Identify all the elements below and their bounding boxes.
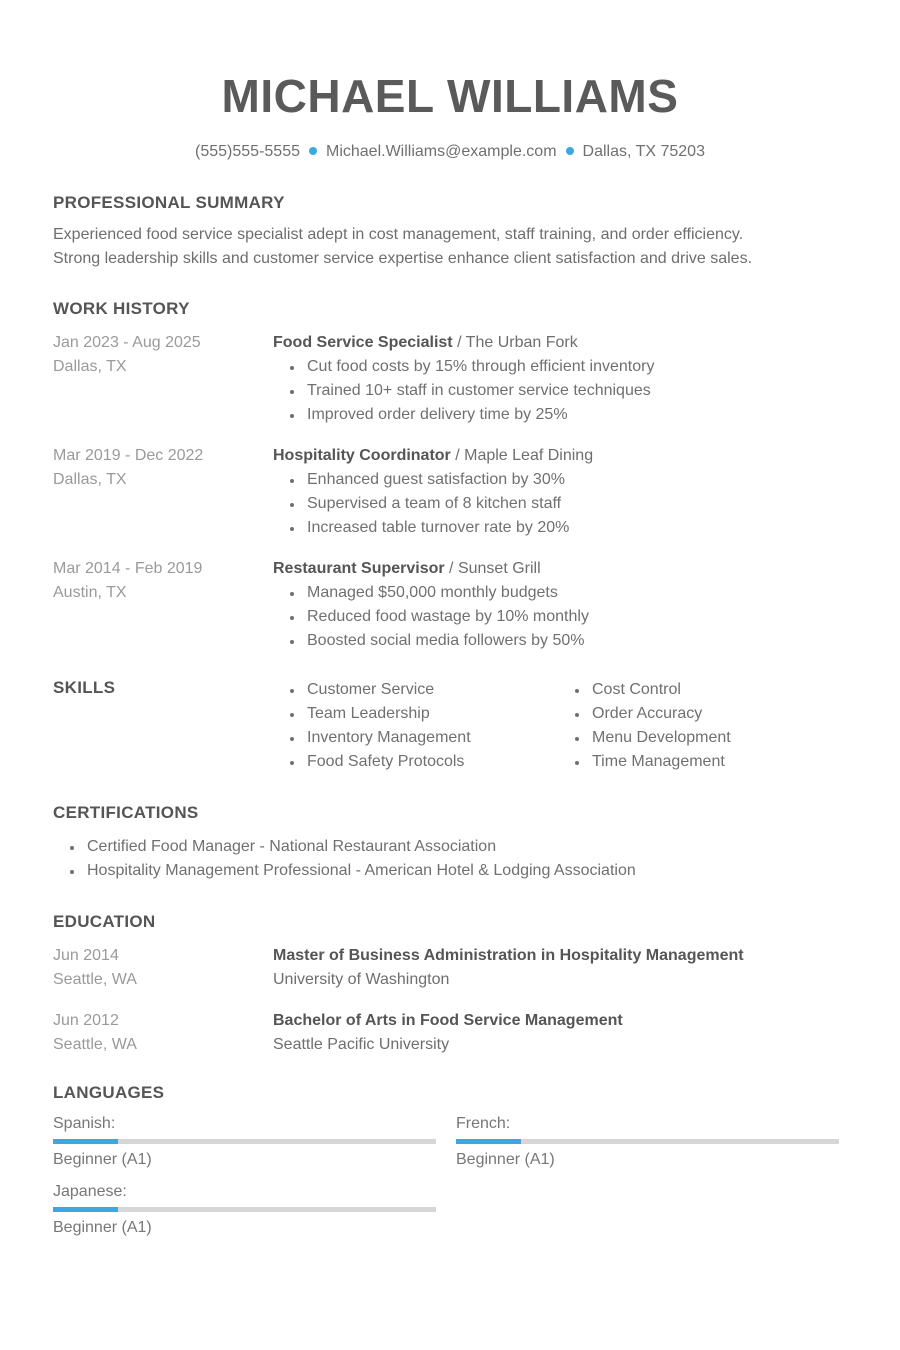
skill-item: Order Accuracy [572,702,838,726]
job-details [273,557,847,653]
language-proficiency-fill [53,1207,118,1212]
language-entry [456,1114,839,1172]
job-company: / Maple Leaf Dining [450,447,594,464]
skills-heading: SKILLS [53,678,116,697]
job-bullet: Cut food costs by 15% through efficient inventory [287,355,847,379]
certification-item: Certified Food Manager - National Restaurant Association [67,835,847,859]
job-location: Austin, TX [53,584,127,601]
skill-item: Food Safety Protocols [287,750,558,774]
work-history-heading: WORK HISTORY [53,299,190,318]
education-entry [53,1009,847,1057]
certification-item: Hospitality Management Professional - American Hotel & Lodging Association [67,859,847,883]
language-proficiency-bar [53,1139,436,1144]
skills-section [53,678,847,774]
language-level: Beginner (A1) [53,1219,152,1236]
job-bullets [273,581,847,653]
job-role: Restaurant Supervisor [273,560,445,577]
education-date: Jun 2014 [53,947,119,964]
job-meta [53,331,273,427]
language-name: French: [456,1115,511,1132]
summary-text [53,223,847,271]
job-bullet: Supervised a team of 8 kitchen staff [287,492,847,516]
language-proficiency-fill [456,1139,521,1144]
certifications-list [53,835,847,883]
education-details [273,1009,847,1057]
job-details [273,331,847,427]
language-proficiency-bar [53,1207,436,1212]
skill-item: Customer Service [287,678,558,702]
summary-line: Strong leadership skills and customer service expertise enhance client satisfaction and drive sales. [53,250,753,267]
job-bullet: Boosted social media followers by 50% [287,629,847,653]
job-bullet: Managed $50,000 monthly budgets [287,581,847,605]
job-bullets [273,468,847,540]
education-location: Seattle, WA [53,971,137,988]
language-name: Japanese: [53,1183,127,1200]
language-entry [53,1182,436,1240]
degree: Bachelor of Arts in Food Service Management [273,1012,623,1029]
education-details [273,944,847,992]
phone: (555)555-5555 [195,143,300,160]
school: Seattle Pacific University [273,1036,450,1053]
job-bullets [273,355,847,427]
job-details [273,444,847,540]
language-proficiency-fill [53,1139,118,1144]
job-role: Hospitality Coordinator [273,447,451,464]
job-company: / The Urban Fork [452,334,578,351]
languages-heading: LANGUAGES [53,1083,165,1102]
job-entry [53,331,847,427]
job-meta [53,557,273,653]
job-entry [53,557,847,653]
job-bullet: Trained 10+ staff in customer service techniques [287,379,847,403]
summary-line: Experienced food service specialist adept in cost management, staff training, and order efficiency. [53,226,744,243]
skill-item: Menu Development [572,726,838,750]
skills-list [558,678,838,774]
language-level: Beginner (A1) [456,1151,555,1168]
summary-heading: PROFESSIONAL SUMMARY [53,193,285,212]
job-location: Dallas, TX [53,358,127,375]
job-header [273,444,847,468]
skill-item: Team Leadership [287,702,558,726]
job-bullet: Improved order delivery time by 25% [287,403,847,427]
education-entry [53,944,847,992]
languages-grid [53,1114,843,1250]
job-header [273,331,847,355]
education-meta [53,944,273,992]
education-location: Seattle, WA [53,1036,137,1053]
separator-dot-icon [566,147,574,155]
separator-dot-icon [309,147,317,155]
job-header [273,557,847,581]
skill-item: Time Management [572,750,838,774]
job-meta [53,444,273,540]
job-entry [53,444,847,540]
job-dates: Mar 2014 - Feb 2019 [53,560,203,577]
language-name: Spanish: [53,1115,116,1132]
education-date: Jun 2012 [53,1012,119,1029]
skills-list [273,678,558,774]
skills-columns [273,678,847,774]
education-meta [53,1009,273,1057]
education-heading: EDUCATION [53,912,156,931]
language-proficiency-bar [456,1139,839,1144]
language-level: Beginner (A1) [53,1151,152,1168]
job-company: / Sunset Grill [444,560,541,577]
language-entry [53,1114,436,1172]
candidate-name: MICHAEL WILLIAMS [221,70,679,122]
job-dates: Jan 2023 - Aug 2025 [53,334,201,351]
certifications-heading: CERTIFICATIONS [53,803,199,822]
school: University of Washington [273,971,450,988]
job-dates: Mar 2019 - Dec 2022 [53,447,204,464]
job-role: Food Service Specialist [273,334,453,351]
job-bullet: Enhanced guest satisfaction by 30% [287,468,847,492]
contact-line [53,142,847,162]
skill-item: Inventory Management [287,726,558,750]
email: Michael.Williams@example.com [326,143,557,160]
location: Dallas, TX 75203 [582,143,705,160]
job-bullet: Increased table turnover rate by 20% [287,516,847,540]
job-bullet: Reduced food wastage by 10% monthly [287,605,847,629]
job-location: Dallas, TX [53,471,127,488]
degree: Master of Business Administration in Hospitality Management [273,947,744,964]
skill-item: Cost Control [572,678,838,702]
